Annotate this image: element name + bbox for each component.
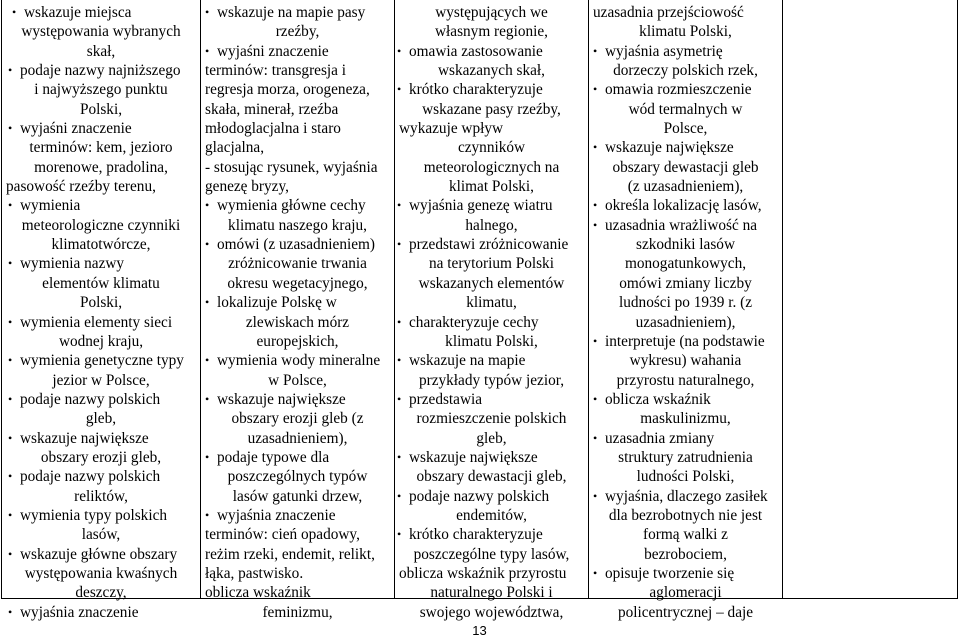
text-line: przykłady typów jezior, xyxy=(418,371,565,389)
bullet-icon: • xyxy=(8,63,13,78)
text-line xyxy=(395,487,588,506)
text-line: rozmieszczenie polskich xyxy=(416,410,567,428)
text-line xyxy=(395,313,588,332)
bullet-icon: • xyxy=(593,488,598,503)
bullet-text: wskazuje największe xyxy=(20,429,149,447)
text-line: klimatu Polski, xyxy=(639,23,732,41)
bullet-icon: • xyxy=(8,314,13,329)
bullet-icon: • xyxy=(593,217,598,232)
bullet-icon: • xyxy=(8,604,13,619)
text-line: gleb, xyxy=(476,429,507,447)
text-line xyxy=(589,80,782,99)
bullet-icon: • xyxy=(397,391,402,406)
bullet-text: przedstawia xyxy=(409,390,483,408)
text-line: obszary dewastacji gleb, xyxy=(416,468,567,486)
bullet-text: podaje nazwy polskich xyxy=(409,487,550,505)
bullet-text: wymienia główne cechy xyxy=(217,197,366,215)
bullet-text: wskazuje główne obszary xyxy=(20,545,178,563)
text-line: lasów gatunki drzew, xyxy=(232,487,363,505)
bullet-text: wyjaśni znaczenie xyxy=(20,120,132,138)
text-line xyxy=(589,564,782,583)
bullet-icon: • xyxy=(205,5,210,19)
bullet-text: omówi (z uzasadnieniem) xyxy=(217,236,376,254)
bullet-icon: • xyxy=(397,314,402,329)
bullet-icon: • xyxy=(205,237,210,252)
text-line xyxy=(589,216,782,235)
bullet-icon: • xyxy=(205,198,210,213)
column-5 xyxy=(783,0,957,598)
text-line: skał, xyxy=(86,42,116,60)
text-line: klimatotwórcze, xyxy=(51,236,151,254)
bullet-icon: • xyxy=(397,43,402,58)
bullet-text: oblicza wskaźnik xyxy=(605,390,711,408)
bullet-text: interpretuje (na podstawie xyxy=(605,332,765,350)
text-line: oblicza wskaźnik przyrostu xyxy=(399,564,567,582)
text-line xyxy=(201,351,394,370)
text-line xyxy=(589,42,782,61)
text-line xyxy=(2,390,200,409)
text-line: regresja morza, orogeneza, xyxy=(205,81,370,99)
text-line xyxy=(2,429,200,448)
column-4 xyxy=(589,0,783,621)
bullet-icon: • xyxy=(593,430,598,445)
bullet-icon: • xyxy=(8,469,13,484)
text-line: przyrostu naturalnego, xyxy=(616,371,755,389)
bullet-icon: • xyxy=(205,353,210,368)
bullet-icon: • xyxy=(8,121,13,136)
text-line: morenowe, pradolina, xyxy=(34,158,168,176)
bullet-icon: • xyxy=(593,198,598,213)
bullet-text: wskazuje na mapie pasy xyxy=(217,4,366,21)
text-line: europejskich, xyxy=(256,332,339,350)
text-line xyxy=(201,506,394,525)
text-line: swojego województwa, xyxy=(419,603,564,621)
text-line xyxy=(589,138,782,157)
text-line: obszary erozji gleb, xyxy=(40,448,162,466)
text-line: wód termalnych w xyxy=(628,100,743,118)
text-line xyxy=(2,603,200,622)
text-line xyxy=(2,119,200,138)
text-line xyxy=(2,196,200,215)
text-line: glacjalna, xyxy=(205,139,265,157)
text-line xyxy=(589,487,782,506)
text-line: deszczy, xyxy=(75,584,127,602)
text-line xyxy=(201,293,394,312)
text-line: ludności po 1939 r. (z xyxy=(619,294,752,312)
text-line: wykazuje wpływ xyxy=(399,120,504,138)
bullet-text: uzasadnia wrażliwość na xyxy=(605,216,758,234)
criteria-table xyxy=(1,0,958,621)
text-line xyxy=(2,545,200,564)
bullet-icon: • xyxy=(8,198,13,213)
text-line xyxy=(395,235,588,254)
bullet-text: wymienia elementy sieci xyxy=(20,313,173,331)
text-line: halnego, xyxy=(465,216,518,234)
bullet-text: wyjaśnia asymetrię xyxy=(605,42,723,60)
bullet-text: wskazuje miejsca xyxy=(24,4,132,21)
bullet-icon: • xyxy=(397,82,402,97)
text-line: obszary erozji gleb (z xyxy=(231,410,364,428)
text-line: aglomeracji xyxy=(649,584,722,602)
text-line: rzeźby, xyxy=(275,23,320,41)
text-line: zlewiskach mórz xyxy=(245,313,350,331)
bullet-text: wyjaśni znaczenie xyxy=(217,42,329,60)
bullet-icon: • xyxy=(12,5,17,19)
text-line: naturalnego Polski i xyxy=(430,584,553,602)
text-line: (z uzasadnieniem), xyxy=(627,178,744,196)
bullet-text: określa lokalizację lasów, xyxy=(605,197,762,215)
text-line: na terytorium Polski xyxy=(429,255,554,273)
column-3 xyxy=(395,0,589,621)
column-2-lines xyxy=(201,3,394,622)
bullet-text: krótko charakteryzuje xyxy=(409,81,543,99)
text-line xyxy=(395,525,588,544)
bullet-icon: • xyxy=(8,353,13,368)
bullet-icon: • xyxy=(397,449,402,464)
text-line: uzasadnieniem), xyxy=(247,429,348,447)
bullet-text: wymienia wody mineralne xyxy=(217,352,381,370)
text-line: dorzeczy polskich rzek, xyxy=(613,62,758,80)
text-line: szkodniki lasów xyxy=(636,236,735,254)
bullet-text: wskazuje największe xyxy=(217,390,346,408)
bullet-icon: • xyxy=(593,82,598,97)
text-line xyxy=(201,3,394,22)
bullet-icon: • xyxy=(593,333,598,348)
bullet-icon: • xyxy=(8,430,13,445)
text-line xyxy=(2,506,200,525)
text-line: terminów: kem, jezioro xyxy=(29,139,173,157)
text-line: obszary dewastacji gleb xyxy=(612,158,759,176)
text-line xyxy=(2,313,200,332)
text-line: endemitów, xyxy=(456,506,527,524)
text-line: dla bezrobotnych nie jest xyxy=(608,506,763,524)
text-line: gleb, xyxy=(85,410,117,428)
text-line: reliktów, xyxy=(74,487,128,505)
bullet-text: wskazuje największe xyxy=(605,139,734,157)
bullet-text: opisuje tworzenie się xyxy=(605,564,735,582)
text-line: omówi zmiany liczby xyxy=(619,274,752,292)
text-line: zróżnicowanie trwania xyxy=(228,255,367,273)
text-line: klimatu, xyxy=(466,294,517,312)
bullet-icon: • xyxy=(205,295,210,310)
bullet-icon: • xyxy=(397,237,402,252)
bullet-icon: • xyxy=(8,391,13,406)
text-line xyxy=(589,390,782,409)
bullet-icon: • xyxy=(397,488,402,503)
bullet-text: podaje typowe dla xyxy=(217,448,330,466)
text-line: wskazane pasy rzeźby, xyxy=(422,100,561,118)
bullet-icon: • xyxy=(397,527,402,542)
text-line: reżim rzeki, endemit, relikt, xyxy=(205,545,375,563)
text-line xyxy=(589,429,782,448)
text-line: wskazanych skał, xyxy=(437,62,546,80)
bullet-icon: • xyxy=(8,546,13,561)
text-line xyxy=(395,351,588,370)
bullet-text: uzasadnia zmiany xyxy=(605,429,715,447)
bullet-icon: • xyxy=(8,256,13,271)
text-line: oblicza wskaźnik xyxy=(205,584,311,602)
text-line xyxy=(589,196,782,215)
text-line: klimatu Polski, xyxy=(445,332,538,350)
bullet-text: wskazuje na mapie xyxy=(409,352,526,370)
text-line: meteorologiczne czynniki xyxy=(21,216,181,234)
text-line: poszczególnych typów xyxy=(227,468,368,486)
bullet-text: podaje nazwy polskich xyxy=(20,390,161,408)
text-line: występowania wybranych xyxy=(21,23,181,41)
bullet-text: podaje nazwy polskich xyxy=(20,468,161,486)
bullet-icon: • xyxy=(205,449,210,464)
bullet-icon: • xyxy=(397,353,402,368)
text-line: - stosując rysunek, wyjaśnia xyxy=(205,158,378,176)
text-line: występowania kwaśnych xyxy=(24,564,178,582)
bullet-text: przedstawi zróżnicowanie xyxy=(409,236,569,254)
bullet-text: podaje nazwy najniższego xyxy=(20,62,181,80)
bullet-text: lokalizuje Polskę w xyxy=(217,294,337,312)
text-line: Polsce, xyxy=(663,120,708,138)
bullet-icon: • xyxy=(593,43,598,58)
text-line: ludności Polski, xyxy=(636,468,735,486)
bullet-icon: • xyxy=(593,391,598,406)
text-line: Polski, xyxy=(79,100,123,118)
text-line: uzasadnieniem), xyxy=(635,313,736,331)
text-line: klimat Polski, xyxy=(449,178,534,196)
bullet-text: wyjaśnia, dlaczego zasiłek xyxy=(605,487,768,505)
text-line: jezior w Polsce, xyxy=(52,371,150,389)
bullet-text: omawia zastosowanie xyxy=(409,42,543,60)
text-line: terminów: cień opadowy, xyxy=(205,526,360,544)
text-line xyxy=(2,351,200,370)
text-line: maskulinizmu, xyxy=(640,410,731,428)
text-line: skała, minerał, rzeźba xyxy=(205,100,339,118)
column-1 xyxy=(2,0,201,621)
bullet-icon: • xyxy=(593,140,598,155)
bullet-text: wyjaśnia znaczenie xyxy=(217,506,336,524)
bullet-text: wymienia genetyczne typy xyxy=(20,352,184,370)
text-line: meteorologicznych na xyxy=(423,158,560,176)
text-line: lasów, xyxy=(81,526,121,544)
text-line xyxy=(2,3,200,22)
column-2 xyxy=(201,0,395,621)
text-line xyxy=(2,61,200,80)
bullet-text: wyjaśnia znaczenie xyxy=(20,603,139,621)
text-line: uzasadnia przejściowość xyxy=(593,4,744,21)
text-line: bezrobociem, xyxy=(644,545,727,563)
text-line xyxy=(201,42,394,61)
bullet-text: wskazuje największe xyxy=(409,448,538,466)
text-line: Polski, xyxy=(79,294,123,312)
bullet-icon: • xyxy=(205,391,210,406)
text-line xyxy=(395,390,588,409)
text-line xyxy=(589,332,782,351)
text-line xyxy=(201,448,394,467)
bullet-icon: • xyxy=(397,198,402,213)
text-line: monogatunkowych, xyxy=(624,255,747,273)
text-line: okresu wegetacyjnego, xyxy=(227,274,368,292)
text-line: terminów: transgresja i xyxy=(205,62,347,80)
text-line: formą walki z xyxy=(643,526,728,544)
bullet-text: wymienia typy polskich xyxy=(20,506,168,524)
text-line xyxy=(201,196,394,215)
bullet-icon: • xyxy=(205,507,210,522)
column-4-lines xyxy=(589,3,782,622)
text-line: wodnej kraju, xyxy=(58,332,144,350)
text-line: pasowość rzeźby terenu, xyxy=(6,178,156,196)
text-line xyxy=(201,390,394,409)
text-line: łąka, pastwisko. xyxy=(205,564,304,582)
column-3-lines xyxy=(395,3,588,622)
bullet-icon: • xyxy=(205,43,210,58)
text-line xyxy=(395,196,588,215)
text-line: występujących we xyxy=(435,4,548,21)
bullet-text: krótko charakteryzuje xyxy=(409,526,543,544)
bullet-text: charakteryzuje cechy xyxy=(409,313,539,331)
text-line xyxy=(395,80,588,99)
column-1-lines xyxy=(2,3,200,622)
bullet-text: wymienia xyxy=(20,197,81,215)
text-line xyxy=(201,235,394,254)
text-line: genezę bryzy, xyxy=(205,178,289,196)
text-line: młodoglacjalna i staro xyxy=(205,120,341,138)
text-line: policentrycznej – daje xyxy=(617,603,754,621)
text-line xyxy=(2,254,200,273)
text-line xyxy=(2,467,200,486)
text-line: czynników xyxy=(457,139,526,157)
text-line: wykresu) wahania xyxy=(629,352,742,370)
bullet-text: omawia rozmieszczenie xyxy=(605,81,752,99)
text-line: poszczególne typy lasów, xyxy=(413,545,570,563)
text-line: w Polsce, xyxy=(268,371,327,389)
bullet-icon: • xyxy=(593,565,598,580)
text-line: własnym regionie, xyxy=(434,23,548,41)
text-line xyxy=(395,448,588,467)
text-line: struktury zatrudnienia xyxy=(618,448,753,466)
page-number: 13 xyxy=(472,623,487,638)
text-line: wskazanych elementów xyxy=(418,274,565,292)
text-line xyxy=(395,42,588,61)
bullet-icon: • xyxy=(8,507,13,522)
text-line: feminizmu, xyxy=(262,603,333,621)
bullet-text: wyjaśnia genezę wiatru xyxy=(409,197,553,215)
text-line: elementów klimatu xyxy=(42,274,160,292)
bullet-text: wymienia nazwy xyxy=(20,255,125,273)
text-line: i najwyższego punktu xyxy=(34,81,168,99)
text-line: klimatu naszego kraju, xyxy=(228,216,367,234)
